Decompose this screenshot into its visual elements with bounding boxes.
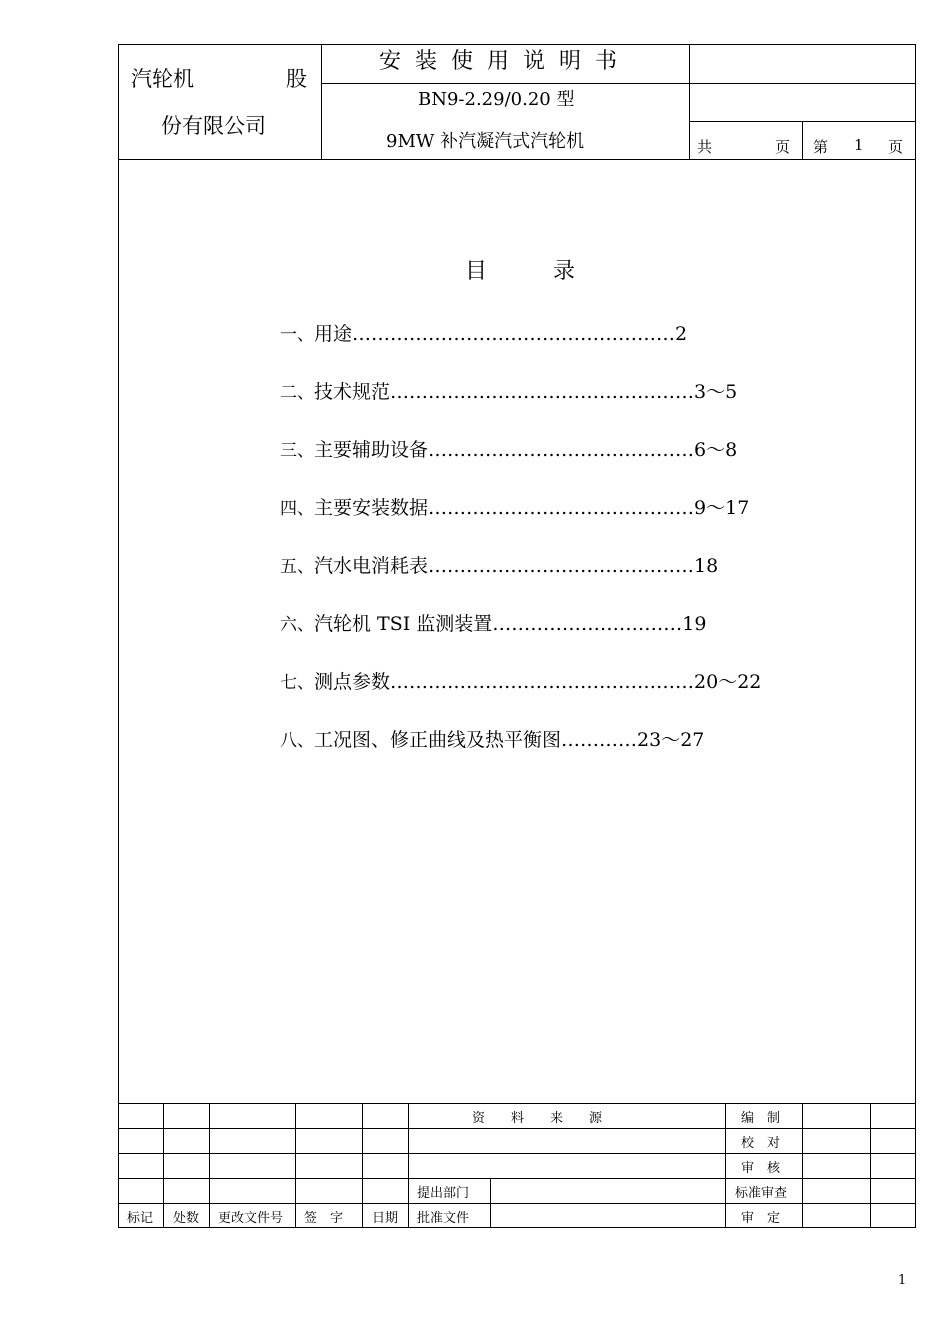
machine-description: 9MW 补汽凝汽式汽轮机 [386, 131, 585, 152]
toc-item-dots: …………………………………… [428, 555, 695, 577]
toc-item-title: 用途 [314, 323, 353, 345]
company-name-part2: 股 [286, 67, 307, 91]
toc-heading: 目 录 [465, 259, 576, 284]
toc-item-pages: 23～27 [637, 729, 705, 751]
toc-item-dots: …………………………………… [428, 439, 695, 461]
footer-col-divider [802, 1103, 803, 1228]
toc-item-dots: …………………………………… [428, 497, 695, 519]
page-unit-label-2: 页 [888, 138, 904, 156]
source-label: 资 料 来 源 [472, 1111, 603, 1126]
header-divider-3 [802, 121, 803, 159]
footer-col-divider [362, 1103, 363, 1228]
toc-item-number: 五、 [280, 557, 314, 577]
footer-rule-3 [118, 1178, 916, 1179]
header-bottom-rule [118, 159, 916, 160]
toc-item-pages: 20～22 [694, 671, 762, 693]
toc-item-title: 主要安装数据 [314, 497, 429, 519]
header-divider-2 [689, 44, 690, 159]
col-mark-label: 标记 [127, 1211, 154, 1226]
toc-item-dots: ………………………………………… [390, 671, 695, 693]
submit-department-label: 提出部门 [417, 1186, 470, 1201]
toc-item [280, 612, 706, 637]
toc-item-title: 技术规范 [314, 381, 391, 403]
footer-rule-1 [118, 1128, 916, 1129]
toc-item-number: 四、 [280, 499, 314, 519]
footer-col-divider [163, 1103, 164, 1228]
role-proofread-label: 校 对 [741, 1136, 781, 1151]
toc-item-number: 八、 [280, 731, 314, 751]
toc-item-pages: 19 [682, 613, 707, 635]
toc-item-number: 一、 [280, 325, 314, 345]
toc-item [280, 670, 761, 695]
footer-col-divider [408, 1103, 409, 1228]
toc-item-dots: ………………………… [492, 613, 683, 635]
role-standard-review-label: 标准审查 [735, 1186, 788, 1201]
toc-item [280, 496, 749, 521]
toc-item-number: 三、 [280, 441, 314, 461]
col-sign-label: 签 字 [304, 1211, 344, 1226]
toc-item-pages: 9～17 [694, 497, 750, 519]
page-number: 1 [898, 1273, 907, 1288]
toc-item-title: 工况图、修正曲线及热平衡图 [314, 729, 562, 751]
header-rule-1 [321, 83, 916, 84]
footer-top-rule [118, 1103, 916, 1104]
toc-item-number: 二、 [280, 383, 314, 403]
col-change-no-label: 更改文件号 [218, 1211, 284, 1226]
col-count-label: 处数 [173, 1211, 200, 1226]
toc-item [280, 554, 718, 579]
footer-rule-4 [118, 1203, 916, 1204]
role-approve-label: 审 定 [741, 1211, 781, 1226]
document-title: 安装使用说明书 [379, 49, 632, 74]
toc-item-dots: …………………………………………… [352, 323, 676, 345]
footer-col-divider [295, 1103, 296, 1228]
approval-document-label: 批准文件 [417, 1211, 470, 1226]
pages-unit-label: 页 [775, 138, 791, 156]
toc-item [280, 322, 687, 347]
toc-item-title: 主要辅助设备 [314, 439, 429, 461]
page-ordinal-label: 第 [813, 138, 829, 156]
footer-col-divider [870, 1103, 871, 1228]
footer-rule-2 [118, 1153, 916, 1154]
header-divider-1 [321, 44, 322, 159]
toc-item-pages: 2 [675, 323, 688, 345]
role-prepare-label: 编 制 [741, 1111, 781, 1126]
footer-col-divider [725, 1103, 726, 1228]
model-number: BN9-2.29/0.20 型 [418, 89, 575, 110]
toc-item-number: 七、 [280, 673, 314, 693]
col-date-label: 日期 [372, 1211, 399, 1226]
toc-item-dots: ………… [561, 729, 638, 751]
company-name-part3: 份有限公司 [161, 114, 266, 138]
toc-item [280, 380, 737, 405]
toc-item-number: 六、 [280, 615, 314, 635]
toc-item-pages: 6～8 [694, 439, 738, 461]
toc-item-pages: 3～5 [694, 381, 738, 403]
current-page-number: 1 [854, 136, 864, 154]
footer-col-divider [209, 1103, 210, 1228]
total-pages-label: 共 [697, 138, 713, 156]
toc-item-dots: ………………………………………… [390, 381, 695, 403]
company-name-part1: 汽轮机 [131, 67, 194, 91]
toc-item-pages: 18 [694, 555, 719, 577]
toc-item-title: 测点参数 [314, 671, 391, 693]
footer-col-divider [490, 1178, 491, 1228]
toc-item-title: 汽水电消耗表 [314, 555, 429, 577]
toc-item [280, 728, 704, 753]
role-review-label: 审 核 [741, 1161, 781, 1176]
toc-item [280, 438, 737, 463]
toc-item-title: 汽轮机 TSI 监测装置 [314, 613, 493, 635]
